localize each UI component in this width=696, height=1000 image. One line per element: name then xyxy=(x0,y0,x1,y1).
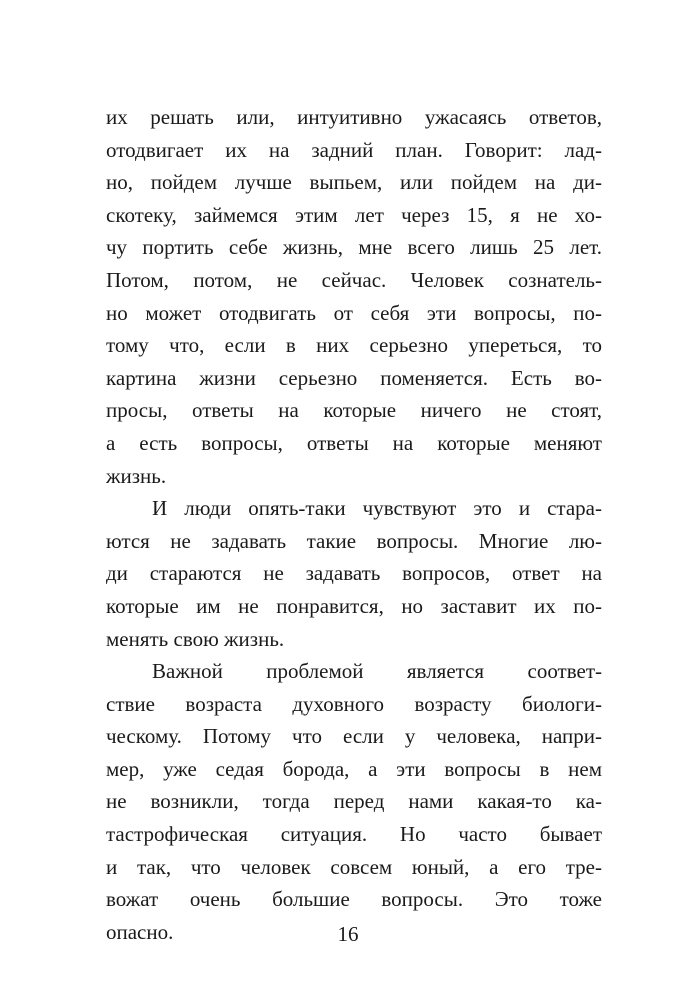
text-line: их решать или, интуитивно ужасаясь ответов, xyxy=(106,105,602,129)
text-line: но может отодвигать от себя эти вопросы, по- xyxy=(106,300,602,325)
paragraph-1 xyxy=(106,101,602,492)
text-line: не возникли, тогда перед нами какая-то ка- xyxy=(106,789,602,814)
paragraph-2 xyxy=(106,492,602,655)
text-line: картина жизни серьезно поменяется. Есть во- xyxy=(106,365,602,390)
text-line: но, пойдем лучше выпьем, или пойдем на ди- xyxy=(106,170,602,195)
text-line: ческому. Потому что если у человека, напри- xyxy=(106,724,602,749)
text-line: скотеку, займемся этим лет через 15, я не хо- xyxy=(106,202,602,227)
text-line: ются не задавать такие вопросы. Многие лю- xyxy=(106,528,602,553)
body-text xyxy=(106,101,602,948)
text-line: тому что, если в них серьезно упереться, то xyxy=(106,333,602,358)
text-line: ствие возраста духовного возрасту биологи- xyxy=(106,691,602,716)
text-line: ди стараются не задавать вопросов, ответ на xyxy=(106,561,602,586)
text-line: Важной проблемой является соответ- xyxy=(152,659,602,684)
text-line: И люди опять-таки чувствуют это и стара- xyxy=(152,496,602,521)
text-line: менять свою жизнь. xyxy=(106,626,285,651)
text-line: тастрофическая ситуация. Но часто бывает xyxy=(106,822,602,847)
paragraph-3 xyxy=(106,655,602,948)
page-number: 16 xyxy=(337,922,359,946)
text-line: жизнь. xyxy=(106,463,167,488)
text-line: а есть вопросы, ответы на которые меняют xyxy=(106,430,602,455)
text-line: просы, ответы на которые ничего не стоят, xyxy=(106,398,602,423)
text-line: чу портить себе жизнь, мне всего лишь 25 лет. xyxy=(106,235,602,260)
text-line: мер, уже седая борода, а эти вопросы в нем xyxy=(106,756,602,781)
text-line: опасно. xyxy=(106,919,174,944)
text-line: которые им не понравится, но заставит их по- xyxy=(106,593,602,618)
text-line: отодвигает их на задний план. Говорит: лад- xyxy=(106,137,602,162)
text-line: вожат очень большие вопросы. Это тоже xyxy=(106,887,602,912)
text-line: Потом, потом, не сейчас. Человек сознатель- xyxy=(106,267,602,292)
text-line: и так, что человек совсем юный, а его тре- xyxy=(106,854,602,879)
